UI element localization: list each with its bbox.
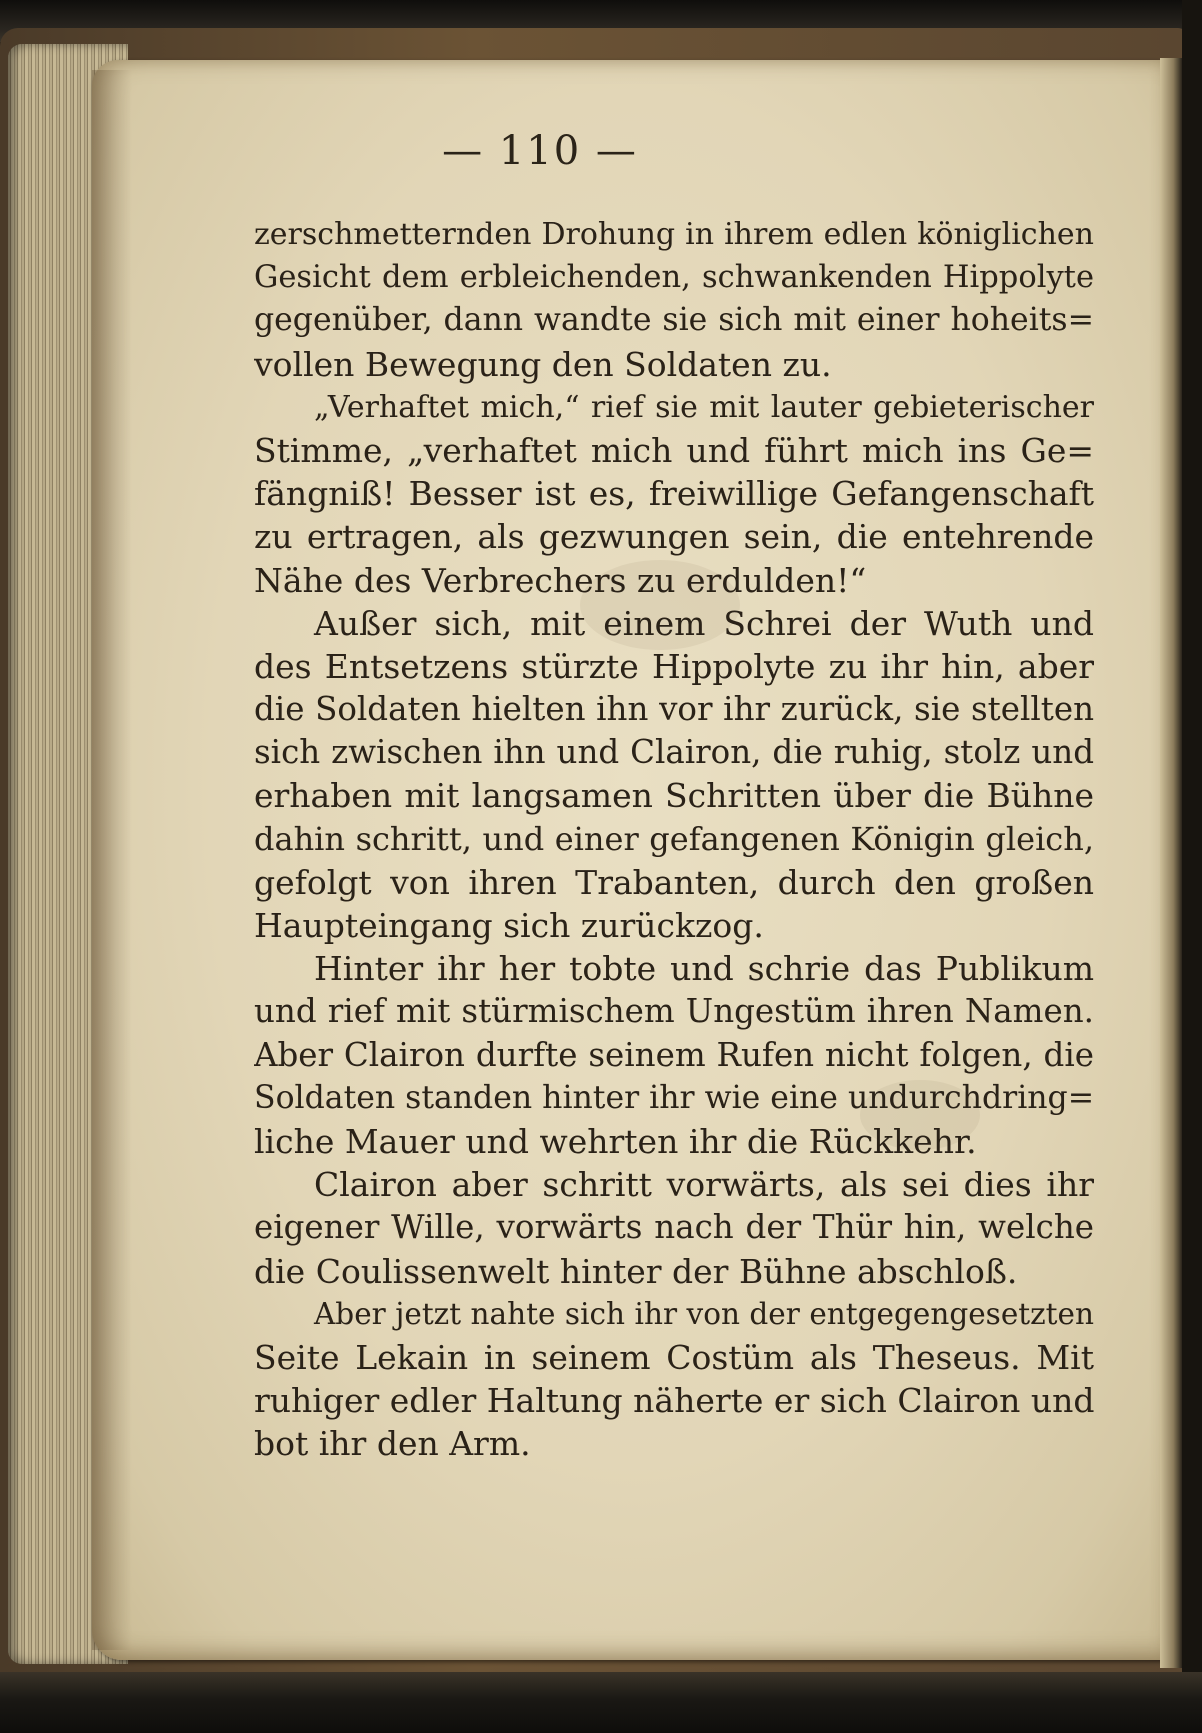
text-line: Gesicht dem erbleichenden, schwankenden Hippolyte [254, 260, 1094, 296]
text-line: „Verhaftet mich,“ rief sie mit lauter gebieterischer [314, 389, 1094, 425]
text-line: eigener Wille, vorwärts nach der Thür hin, welche [254, 1208, 1094, 1247]
text-line: liche Mauer und wehrten ihr die Rückkehr. [254, 1121, 977, 1161]
text-line: erhaben mit langsamen Schritten über die Bühne [254, 776, 1094, 816]
text-line: Seite Lekain in seinem Costüm als Theseus. Mit [254, 1337, 1094, 1377]
text-line: Stimme, „verhaftet mich und führt mich ins Ge= [254, 430, 1094, 470]
text-line: Hinter ihr her tobte und schrie das Publikum [314, 949, 1094, 989]
text-line: ruhiger edler Haltung näherte er sich Clairon und [254, 1381, 1094, 1421]
text-line: bot ihr den Arm. [254, 1424, 531, 1464]
text-line: fängniß! Besser ist es, freiwillige Gefangenschaft [254, 474, 1094, 514]
text-line: Außer sich, mit einem Schrei der Wuth und [314, 603, 1094, 643]
body-text [254, 213, 1094, 1465]
text-line: Haupteingang sich zurückzog. [254, 906, 764, 945]
cover-right-edge [1182, 0, 1202, 1733]
text-line: gegenüber, dann wandte sie sich mit einer hoheits= [254, 302, 1094, 339]
text-line: die Soldaten hielten ihn vor ihr zurück, sie stellten [254, 690, 1094, 729]
text-line: vollen Bewegung den Soldaten zu. [254, 344, 832, 384]
text-line: und rief mit stürmischem Ungestüm ihren Namen. [254, 992, 1094, 1031]
text-line: dahin schritt, und einer gefangenen Königin gleich, [254, 819, 1094, 858]
page-right-edge [1160, 58, 1182, 1668]
text-line: Nähe des Verbrechers zu erdulden!“ [254, 560, 867, 600]
text-line: Aber Clairon durfte seinem Rufen nicht folgen, die [254, 1035, 1094, 1074]
text-line: zerschmetternden Drohung in ihrem edlen königlichen [254, 217, 1094, 252]
text-line: des Entsetzens stürzte Hippolyte zu ihr hin, aber [254, 646, 1094, 686]
text-line: die Coulissenwelt hinter der Bühne abschloß. [254, 1251, 1018, 1291]
page-number: — 110 — [442, 128, 638, 174]
text-line: Aber jetzt nahte sich ihr von der entgegengesetzten [314, 1296, 1094, 1331]
text-line: gefolgt von ihren Trabanten, durch den großen [254, 862, 1094, 902]
text-line: Soldaten standen hinter ihr wie eine undurchdring= [254, 1079, 1094, 1116]
text-line: zu ertragen, als gezwungen sein, die entehrende [254, 517, 1094, 557]
text-line: Clairon aber schritt vorwärts, als sei dies ihr [314, 1165, 1094, 1205]
cover-bottom-edge [0, 1672, 1202, 1733]
text-line: sich zwischen ihn und Clairon, die ruhig, stolz und [254, 733, 1094, 772]
